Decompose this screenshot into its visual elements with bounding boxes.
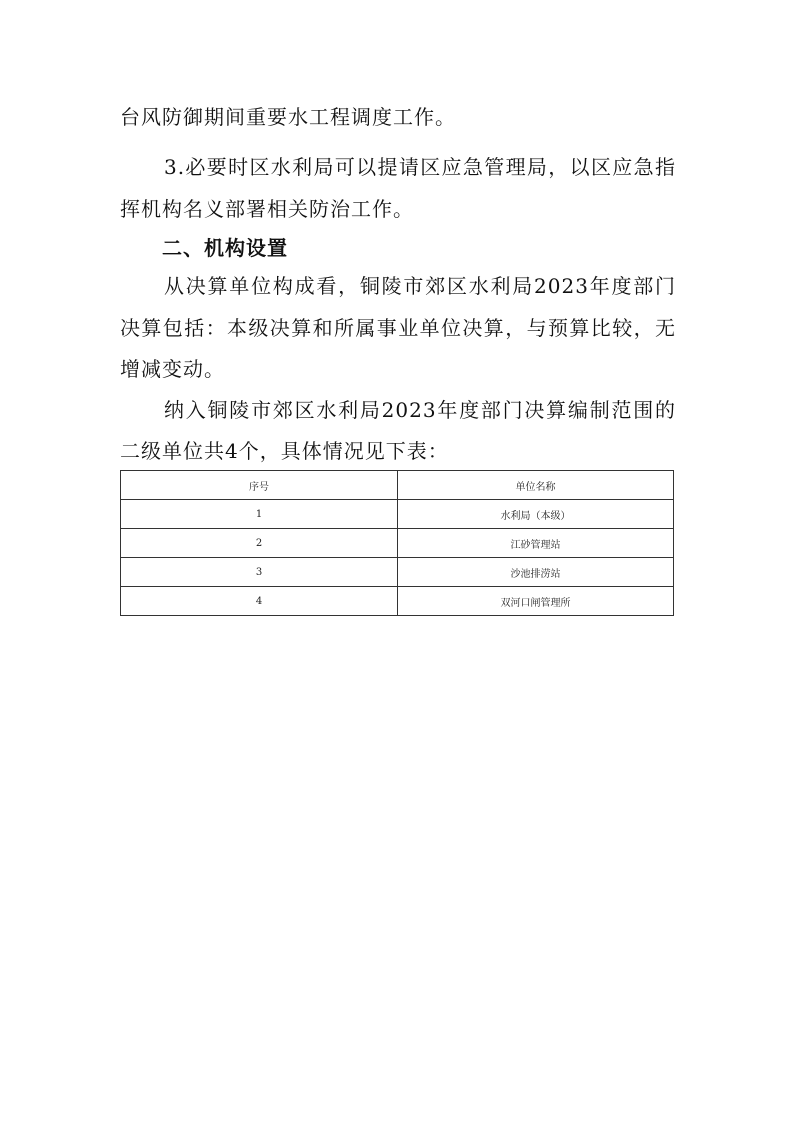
units-table	[120, 470, 674, 616]
column-header-unit-name: 单位名称	[398, 471, 674, 500]
table-header-row	[121, 471, 674, 500]
cell-unit-name: 水利局（本级）	[398, 500, 674, 529]
table-row	[121, 558, 674, 587]
paragraph-line: 3.必要时区水利局可以提请区应急管理局，以区应急指	[164, 155, 676, 179]
paragraph-line: 从决算单位构成看，铜陵市郊区水利局2023年度部门	[164, 274, 676, 298]
paragraph-line: 挥机构名义部署相关防治工作。	[120, 197, 414, 221]
paragraph-line: 决算包括：本级决算和所属事业单位决算，与预算比较，无	[120, 316, 676, 340]
paragraph-line: 纳入铜陵市郊区水利局2023年度部门决算编制范围的	[164, 398, 676, 422]
cell-unit-name: 沙池排涝站	[398, 558, 674, 587]
table-row	[121, 500, 674, 529]
cell-index: 3	[121, 558, 398, 587]
cell-index: 4	[121, 587, 398, 616]
paragraph-line: 增减变动。	[120, 357, 225, 381]
column-header-index: 序号	[121, 471, 398, 500]
paragraph-line: 二级单位共4个，具体情况见下表：	[120, 439, 449, 463]
cell-unit-name: 双河口闸管理所	[398, 587, 674, 616]
paragraph-line: 台风防御期间重要水工程调度工作。	[120, 105, 456, 129]
cell-index: 2	[121, 529, 398, 558]
section-heading: 二、机构设置	[162, 236, 288, 260]
table-row	[121, 587, 674, 616]
cell-index: 1	[121, 500, 398, 529]
cell-unit-name: 江砂管理站	[398, 529, 674, 558]
table-row	[121, 529, 674, 558]
